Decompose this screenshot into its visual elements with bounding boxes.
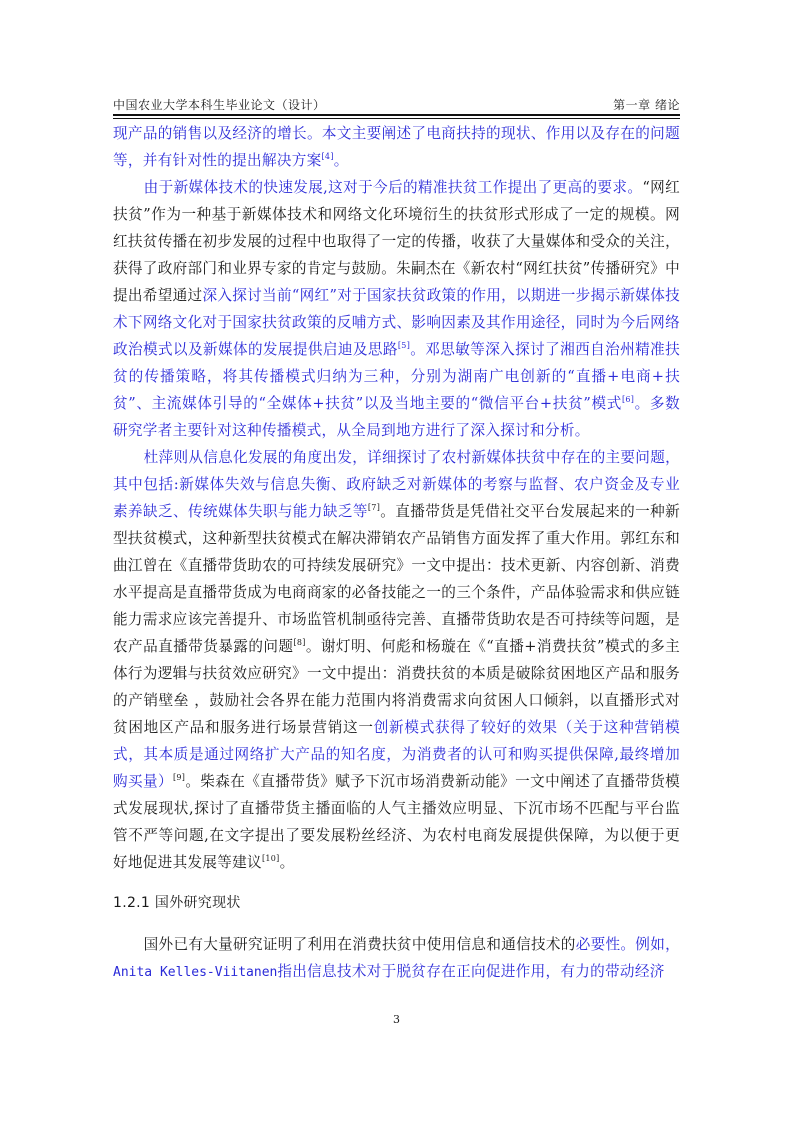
header-chapter-title: 第一章 绪论 xyxy=(613,98,680,112)
p4-author: Anita Kelles-Viitanen xyxy=(113,965,278,980)
body-text xyxy=(113,120,680,986)
p1-end: 。 xyxy=(333,152,349,169)
p2-e: 。多数研究学者主要针对这种传播模式，从全局到地方进行了深入探讨和分析。 xyxy=(113,395,681,439)
p3-b: 。直播带货是凭借社交平台发展起来的一种新型扶贫模式，这种新型扶贫模式在解决滞销农产品销售方面发挥了重大作用。郭红东和曲江曾在《直播带货助农的可持续发展研究》一文中提出：技术更新、内容创新、消费水平提高是直播带货成为电商商家的必备技能之一的三个条件，产品体验需求和供应链能力需求应该完善提升、市场监管机制亟待完善、直播带货助农是否可持续等问题，是农产品直播带货暴露的问题 xyxy=(113,503,680,655)
p2-c: 深入探讨当前“网红”对于国家扶贫政策的作用，以期进一步揭示新媒体技术下网络文化对于国家扶贫政策的反哺方式、影响因素及其作用途径，同时为今后网络政治模式以及新媒体的发展提供启迪及思路 xyxy=(113,287,680,358)
p3-d: 创新模式获得了较好的效果（关于这种营销模式，其本质是通过网络扩大产品的知名度，为消费者的认可和购买提供保障,最终增加购买量） xyxy=(113,719,680,790)
p3-a: 杜萍则从信息化发展的角度出发，详细探讨了农村新媒体扶贫中存在的主要问题，其中包括:新媒体失效与信息失衡、政府缺乏对新媒体的考察与监督、农户资金及专业素养缺乏、传统媒体失职与能力缺乏等 xyxy=(113,449,680,520)
paragraph-1 xyxy=(113,120,680,174)
citation-6: [6] xyxy=(621,395,635,404)
p2-a: 由于新媒体技术的快速发展,这对于今后的精准扶贫工作提出了更高的要求。 xyxy=(143,179,643,196)
page-number: 3 xyxy=(393,1013,400,1026)
p3-f: 。 xyxy=(279,854,295,871)
p4-b: 必要性。例如， xyxy=(575,936,681,953)
running-header xyxy=(113,93,680,113)
p2-b: “网红扶贫”作为一种基于新媒体技术和网络文化环境衍生的扶贫形式形成了一定的规模。网红扶贫传播在初步发展的过程中也取得了一定的传播，收获了大量媒体和受众的关注，获得了政府部门和业界专家的肯定与鼓励。朱嗣杰在《新农村“网红扶贫”传播研究》中提出希望通过 xyxy=(113,179,680,304)
citation-5: [5] xyxy=(397,341,411,350)
p4-d: 指出信息技术对于脱贫存在正向促进作用，有力的带动经济 xyxy=(277,963,665,980)
p1-text: 现产品的销售以及经济的增长。本文主要阐述了电商扶持的现状、作用以及存在的问题等，并有针对性的提出解决方案 xyxy=(113,125,680,169)
section-heading xyxy=(113,890,680,917)
section-number: 1.2.1 xyxy=(113,895,151,911)
p3-e: 。柴森在《直播带货》赋予下沉市场消费新动能》一文中阐述了直播带货模式发展现状,探讨了直播带货主播面临的人气主播效应明显、下沉市场不匹配与平台监管不严等问题,在文字提出了要发展粉丝经济、为农村电商发展提供保障，为以便于更好地促进其发展等建议 xyxy=(113,773,681,871)
citation-9: [9] xyxy=(172,773,186,782)
citation-7: [7] xyxy=(367,503,381,512)
citation-8: [8] xyxy=(293,638,306,647)
citation-4: [4] xyxy=(321,152,334,161)
p2-d: 。邓思敏等深入探讨了湘西自治州精准扶贫的传播策略，将其传播模式归纳为三种，分别为湖南广电创新的“直播+电商+扶贫”、主流媒体引导的“全媒体+扶贫”以及当地主要的“微信平台+扶贫”模式 xyxy=(113,341,681,412)
p3-c: 。谢灯明、何彪和杨璇在《“直播+消费扶贫”模式的多主体行为逻辑与扶贫效应研究》一文中提出：消费扶贫的本质是破除贫困地区产品和服务的产销壁垒 ，鼓励社会各界在能力范围内将消费需求向贫困人口倾斜，以直播形式对贫困地区产品和服务进行场景营销这一 xyxy=(113,638,681,736)
header-thesis-title: 中国农业大学本科生毕业论文（设计） xyxy=(113,98,326,112)
header-rule-thin xyxy=(113,118,680,119)
p4-a: 国外已有大量研究证明了利用在消费扶贫中使用信息和通信技术的 xyxy=(143,936,576,953)
paragraph-2 xyxy=(113,174,680,444)
citation-10: [10] xyxy=(261,854,280,863)
paragraph-4 xyxy=(113,931,680,986)
paragraph-3 xyxy=(113,444,680,876)
header-rule-thick xyxy=(113,114,680,116)
section-title: 国外研究现状 xyxy=(154,895,241,911)
